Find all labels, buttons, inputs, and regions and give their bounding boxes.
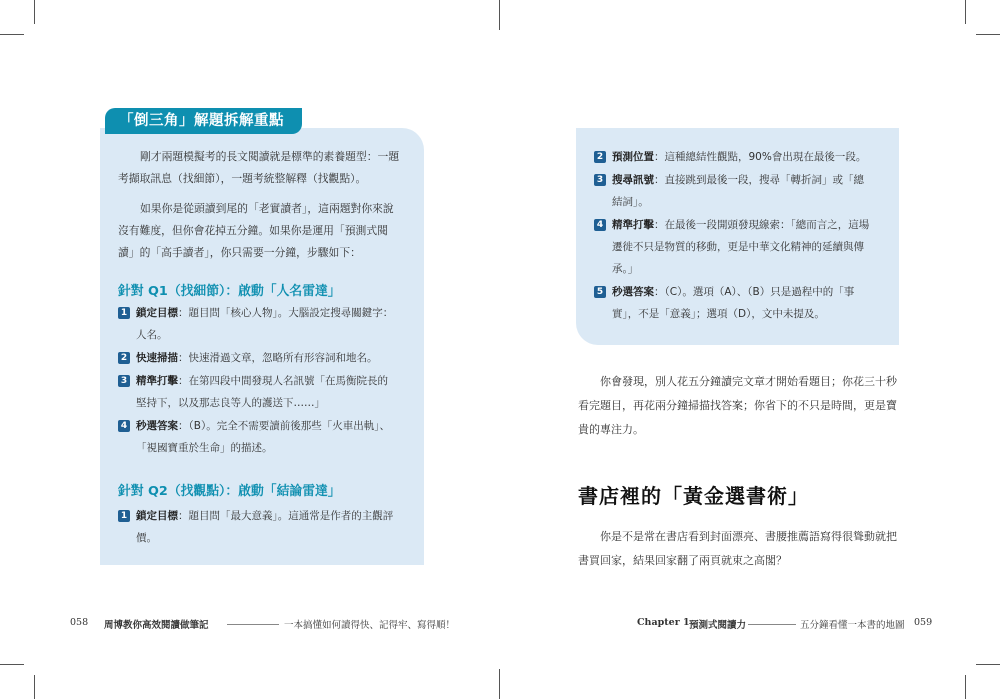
list-item: 3 精準打擊：在第四段中間發現人名訊號「在馬衡院長的 堅持下，以及那志良等人的護送下……」 [118,370,388,414]
intro-line: 考擷取訊息（找細節），一題考統整解釋（找觀點）。 [118,172,367,185]
crop-mark [976,34,1000,35]
list-item: 1 鎖定目標：題目問「最大意義」。這通常是作者的主觀評 價。 [118,505,393,549]
item-text: 在第四段中間發現人名訊號「在馬衡院長的 [188,375,388,387]
page-number-left: 058 [70,617,89,628]
list-item: 2 預測位置：這種總結性觀點，90%會出現在最後一段。 [594,146,866,168]
book-title: 周博教你高效閱讀做筆記 [104,620,209,631]
list-item: 4 精準打擊：在最後一段開頭發現線索：「總而言之，這場 遷徙不只是物質的移動，更是中華文化精神的延續與傳 承。」 [594,214,869,280]
item-text: 題目問「最大意義」。這通常是作者的主觀評 [188,510,394,522]
section-heading: 書店裡的「黃金選書術」 [578,484,809,508]
crop-mark [976,664,1000,665]
intro-line: 剛才兩題模擬考的長文閱讀就是標準的素養題型：一題 [140,150,400,163]
body-paragraph [578,525,897,573]
number-badge: 1 [118,307,130,319]
item-text: （B）。完全不需要讀前後那些「火車出軌」、 [188,420,390,432]
body-line: 你是不是常在書店看到封面漂亮、書腰推薦語寫得很聳動就把 [600,530,897,543]
item-text: 堅持下，以及那志良等人的護送下……」 [136,397,325,409]
item-text: 在最後一段開頭發現線索：「總而言之，這場 [664,219,870,231]
number-badge: 3 [118,375,130,387]
item-keyword: 秒選答案 [136,420,178,432]
item-keyword: 秒選答案 [612,286,654,298]
box-title: 「倒三角」解題拆解重點 [105,108,302,134]
page-number-right: 059 [914,617,933,628]
number-badge: 1 [118,510,130,522]
item-keyword: 精準打擊 [612,219,654,231]
crop-mark [965,0,966,24]
chapter-label: Chapter 1 [637,617,690,628]
section-heading-q1: 針對 Q1（找細節）：啟動「人名雷達」 [118,284,341,299]
item-text: 快速滑過文章，忽略所有形容詞和地名。 [188,352,378,364]
crop-mark [499,0,500,30]
item-keyword: 鎖定目標 [136,510,178,522]
body-line: 書買回家，結果回家翻了兩頁就束之高閣？ [578,554,787,567]
item-keyword: 快速掃描 [136,352,178,364]
number-badge: 2 [118,352,130,364]
body-line: 你會發現，別人花五分鐘讀完文章才開始看題目；你花三十秒 [600,375,897,388]
footer-divider [227,624,279,625]
intro-line: 沒有難度，但你會花掉五分鐘。如果你是運用「預測式閱 [118,224,388,237]
number-badge: 3 [594,174,606,186]
list-item: 3 搜尋訊號：直接跳到最後一段，搜尋「轉折詞」或「總 結詞」。 [594,169,864,213]
item-text: 人名。 [136,329,168,341]
body-paragraph [578,370,897,442]
body-line: 看完題目，再花兩分鐘掃描找答案；你省下的不只是時間，更是寶 [578,399,897,412]
crop-mark [0,664,24,665]
list-item: 1 鎖定目標：題目問「核心人物」。大腦設定搜尋關鍵字： 人名。 [118,302,393,346]
item-text: 價。 [136,532,157,544]
item-text: 結詞」。 [612,196,649,208]
item-text: （C）。選項（A）、（B）只是過程中的「事 [664,286,855,298]
item-text: 承。」 [612,263,639,275]
crop-mark [34,675,35,699]
list-item: 5 秒選答案：（C）。選項（A）、（B）只是過程中的「事 實」，不是「意義」；選項（D），文中未提及。 [594,281,854,325]
intro-line: 如果你是從頭讀到尾的「老實讀者」，這兩題對你來說 [140,202,394,215]
chapter-title: 預測式閱讀力 [689,620,747,631]
item-keyword: 精準打擊 [136,375,178,387]
list-item: 4 秒選答案：（B）。完全不需要讀前後那些「火車出軌」、 「視國寶重於生命」的描述。 [118,415,390,459]
number-badge: 5 [594,286,606,298]
number-badge: 4 [594,219,606,231]
crop-mark [0,34,24,35]
book-tagline: 一本搞懂如何讀得快、記得牢、寫得順！ [284,620,456,631]
item-text: 實」，不是「意義」；選項（D），文中未提及。 [612,308,825,320]
body-line: 貴的專注力。 [578,423,644,436]
item-keyword: 搜尋訊號 [612,174,654,186]
footer-divider [748,624,796,625]
crop-mark [34,0,35,24]
item-text: 直接跳到最後一段，搜尋「轉折詞」或「總 [664,174,864,186]
chapter-tagline: 五分鐘看懂一本書的地圖 [800,620,905,631]
number-badge: 2 [594,151,606,163]
crop-mark [965,675,966,699]
number-badge: 4 [118,420,130,432]
item-keyword: 預測位置 [612,151,654,163]
item-text: 遷徙不只是物質的移動，更是中華文化精神的延續與傳 [612,241,864,253]
item-text: 題目問「核心人物」。大腦設定搜尋關鍵字： [188,307,394,319]
item-text: 這種總結性觀點，90%會出現在最後一段。 [664,151,867,163]
intro-line: 讀」的「高手讀者」，你只需要一分鐘，步驟如下： [118,246,361,259]
list-item: 2 快速掃描：快速滑過文章，忽略所有形容詞和地名。 [118,347,378,369]
section-heading-q2: 針對 Q2（找觀點）：啟動「結論雷達」 [118,484,341,499]
intro-paragraph [118,146,399,264]
crop-mark [499,669,500,699]
item-text: 「視國寶重於生命」的描述。 [136,442,273,454]
item-keyword: 鎖定目標 [136,307,178,319]
